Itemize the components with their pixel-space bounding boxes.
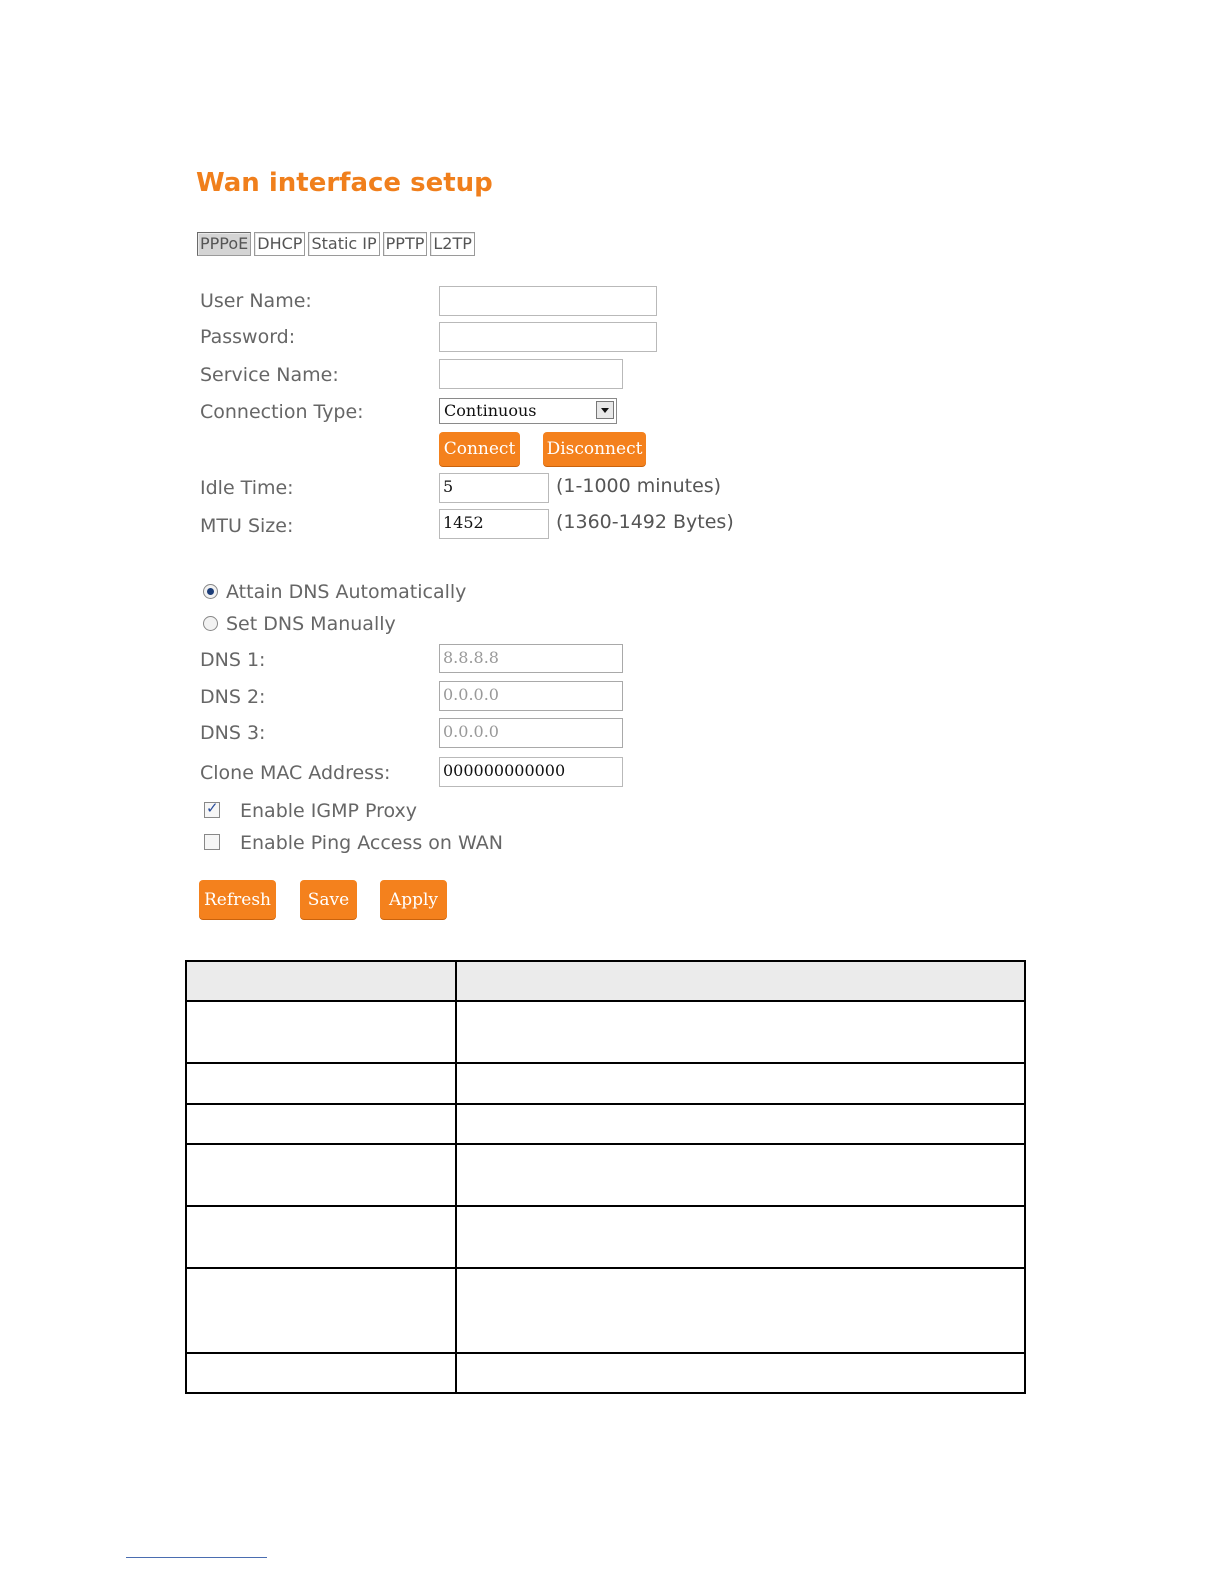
dns-manual-label: Set DNS Manually <box>226 613 396 635</box>
disconnect-button[interactable]: Disconnect <box>543 432 646 466</box>
dns-auto-label: Attain DNS Automatically <box>226 581 467 603</box>
apply-button[interactable]: Apply <box>380 880 447 919</box>
mtu-size-label: MTU Size: <box>200 515 294 537</box>
connection-type-label: Connection Type: <box>200 401 364 423</box>
dns1-input[interactable]: 8.8.8.8 <box>439 644 623 673</box>
tab-dhcp[interactable]: DHCP <box>254 232 305 256</box>
connect-button[interactable]: Connect <box>439 432 520 466</box>
dns3-label: DNS 3: <box>200 722 266 744</box>
tab-pptp[interactable]: PPTP <box>383 232 428 256</box>
table-cell <box>456 1063 1025 1104</box>
tab-pppoe[interactable]: PPPoE <box>197 232 251 256</box>
table-header-cell <box>186 961 456 1001</box>
table-cell <box>456 1206 1025 1268</box>
tab-static-ip[interactable]: Static IP <box>308 232 379 256</box>
ping-wan-label: Enable Ping Access on WAN <box>240 832 503 854</box>
connection-type-select[interactable] <box>439 398 617 424</box>
chevron-down-icon[interactable] <box>596 401 614 419</box>
user-name-input[interactable] <box>439 286 657 316</box>
table-cell <box>186 1206 456 1268</box>
page-title: Wan interface setup <box>196 168 493 198</box>
password-label: Password: <box>200 326 296 348</box>
table-cell <box>186 1063 456 1104</box>
table-row <box>186 1104 1025 1144</box>
user-name-label: User Name: <box>200 290 312 312</box>
table-cell <box>186 1001 456 1063</box>
clone-mac-label: Clone MAC Address: <box>200 762 391 784</box>
service-name-label: Service Name: <box>200 364 339 386</box>
refresh-button[interactable]: Refresh <box>199 880 276 919</box>
mtu-size-hint: (1360-1492 Bytes) <box>556 511 734 533</box>
clone-mac-input[interactable]: 000000000000 <box>439 757 623 787</box>
table-row <box>186 1268 1025 1353</box>
table-row <box>186 1063 1025 1104</box>
igmp-proxy-checkbox[interactable] <box>204 802 220 818</box>
table-header-row <box>186 961 1025 1001</box>
table-cell <box>456 1104 1025 1144</box>
table-cell <box>456 1268 1025 1353</box>
table-cell <box>186 1104 456 1144</box>
dns3-input[interactable]: 0.0.0.0 <box>439 718 623 748</box>
connection-tabs <box>197 232 475 256</box>
password-input[interactable] <box>439 322 657 352</box>
table-cell <box>456 1353 1025 1393</box>
table-row <box>186 1206 1025 1268</box>
dns2-input[interactable]: 0.0.0.0 <box>439 681 623 711</box>
mtu-size-input[interactable]: 1452 <box>439 509 549 539</box>
table-row <box>186 1144 1025 1206</box>
connection-type-value: Continuous <box>444 401 537 420</box>
idle-time-label: Idle Time: <box>200 477 294 499</box>
table-cell <box>456 1001 1025 1063</box>
dns1-label: DNS 1: <box>200 649 266 671</box>
table-row <box>186 1001 1025 1063</box>
idle-time-input[interactable]: 5 <box>439 473 549 503</box>
description-table <box>185 960 1026 1394</box>
table-cell <box>186 1144 456 1206</box>
service-name-input[interactable] <box>439 359 623 389</box>
igmp-proxy-label: Enable IGMP Proxy <box>240 800 418 822</box>
dns-auto-radio[interactable] <box>203 584 218 599</box>
dns-manual-radio[interactable] <box>203 616 218 631</box>
footer-rule <box>126 1557 267 1558</box>
ping-wan-checkbox[interactable] <box>204 834 220 850</box>
idle-time-hint: (1-1000 minutes) <box>556 475 722 497</box>
table-header-cell <box>456 961 1025 1001</box>
table-cell <box>456 1144 1025 1206</box>
table-row <box>186 1353 1025 1393</box>
table-cell <box>186 1353 456 1393</box>
table-cell <box>186 1268 456 1353</box>
tab-l2tp[interactable]: L2TP <box>430 232 475 256</box>
dns2-label: DNS 2: <box>200 686 266 708</box>
save-button[interactable]: Save <box>300 880 357 919</box>
